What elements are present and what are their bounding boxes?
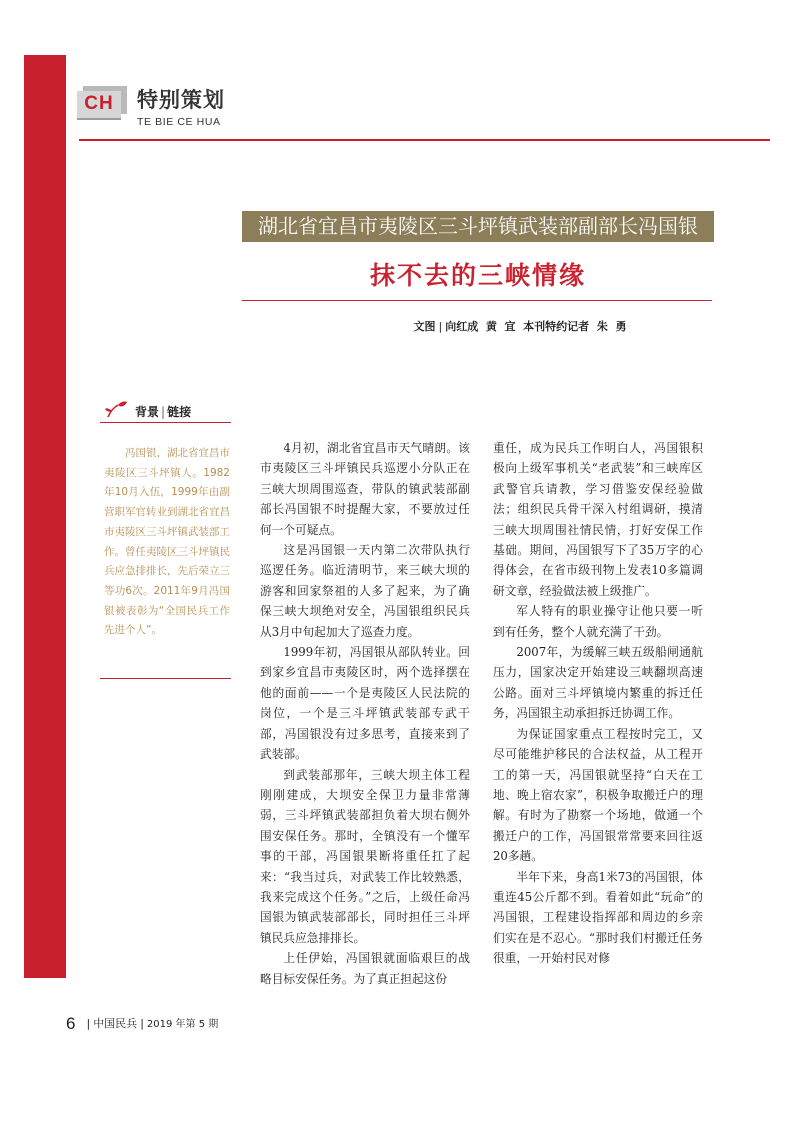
sidebar-text: 冯国银，湖北省宜昌市夷陵区三斗坪镇人。1982年10月入伍，1999年由副营职军官转业到湖北省宜昌市夷陵区三斗坪镇武装部工作。曾任夷陵区三斗坪镇民兵应急排排长，先后荣立三等功6次。2011年9月冯国银被表彰为“全国民兵工作先进个人”。: [104, 447, 230, 637]
body-column-2: [493, 438, 703, 969]
body-column-1: [260, 438, 470, 989]
issue-info: 2019 年第 5 期: [146, 1019, 219, 1030]
paragraph: 重任，成为民兵工作明白人，冯国银积极向上级军事机关“老武装”和三峡库区武警官兵请教，学习借鉴安保经验做法；组织民兵骨干深入村组调研，摸清三峡大坝周围社情民情，打好安保工作基础。期间，冯国银写下了35万字的心得体会，在省市级刊物上发表10多篇调研文章，经验做法被上级推广。: [493, 441, 703, 598]
byline-label: 文图: [413, 320, 436, 333]
sidebar-rule-bottom: [100, 678, 231, 679]
header-rule: [79, 139, 770, 141]
byline-authors: 向红成 黄 宜 本刊特约记者 朱 勇: [445, 320, 627, 333]
byline: 文图 | 向红成 黄 宜 本刊特约记者 朱 勇: [413, 320, 627, 333]
page-footer: 6 | 中国民兵 | 2019 年第 5 期: [66, 1014, 219, 1033]
paragraph: 这是冯国银一天内第二次带队执行巡逻任务。临近清明节，来三峡大坝的游客和回家祭祖的人多了起来，为了确保三峡大坝绝对安全，冯国银组织民兵从3月中旬起加大了巡查力度。: [260, 543, 470, 639]
banner-text: 湖北省宜昌市夷陵区三斗坪镇武装部副部长冯国银: [258, 214, 698, 238]
paragraph: 4月初，湖北省宜昌市天气晴朗。该市夷陵区三斗坪镇民兵巡逻小分队正在三峡大坝周围巡查，带队的镇武装部副部长冯国银不时提醒大家，不要放过任何一个可疑点。: [260, 441, 470, 537]
paragraph: 2007年，为缓解三峡五级船闸通航压力，国家决定开始建设三峡翻坝高速公路。面对三斗坪镇境内繁重的拆迁任务，冯国银主动承担拆迁协调工作。: [493, 645, 703, 721]
paragraph: 为保证国家重点工程按时完工，又尽可能维护移民的合法权益，从工程开工的第一天，冯国银就坚持“白天在工地、晚上宿农家”，积极争取搬迁户的理解。有时为了勘察一个场地，做通一个搬迁户的工作，冯国银常常要来回往返20多趟。: [493, 726, 703, 864]
page-number: 6: [66, 1014, 76, 1033]
paragraph: 到武装部那年，三峡大坝主体工程刚刚建成，大坝安全保卫力量非常薄弱，三斗坪镇武装部担负着大坝右侧外围安保任务。那时，全镇没有一个懂军事的干部，冯国银果断将重任扛了起来：“我当过兵，对武装工作比较熟悉，我来完成这个任务。”之后，上级任命冯国银为镇武装部部长，同时担任三斗坪镇民兵应急排排长。: [260, 767, 470, 945]
sidebar-heading-b: 链接: [167, 405, 192, 419]
left-accent-bar: [24, 55, 66, 978]
leaf-sprout-icon: [104, 400, 128, 418]
sidebar-heading-a: 背景: [135, 405, 160, 419]
section-logo-text: CH: [84, 93, 114, 114]
paragraph: 军人特有的职业操守让他只要一听到有任务，整个人就充满了干劲。: [493, 604, 703, 639]
sidebar-rule-top: [100, 422, 231, 423]
section-pinyin: TE BIE CE HUA: [137, 116, 221, 128]
section-logo: [77, 86, 127, 120]
title-rule: [242, 300, 712, 301]
section-title: 特别策划: [137, 88, 225, 112]
paragraph: 1999年初，冯国银从部队转业。回到家乡宜昌市夷陵区时，两个选择摆在他的面前——一个是夷陵区人民法院的岗位，一个是三斗坪镇武装部专武干部，冯国银没有过多思考，直接来到了武装部。: [260, 645, 470, 762]
paragraph: 上任伊始，冯国银就面临艰巨的战略目标安保任务。为了真正担起这份: [260, 951, 470, 986]
title-banner: [242, 211, 714, 242]
article-title: 抹不去的三峡情缘: [369, 261, 586, 290]
magazine-name: 中国民兵: [93, 1017, 138, 1030]
sidebar-heading: 背景 | 链接: [135, 405, 192, 419]
paragraph: 半年下来，身高1米73的冯国银，体重连45公斤都不到。看着如此“玩命”的冯国银，工程建设指挥部和周边的乡亲们实在是不忍心。“那时我们村搬迁任务很重，一开始村民对修: [493, 869, 703, 966]
